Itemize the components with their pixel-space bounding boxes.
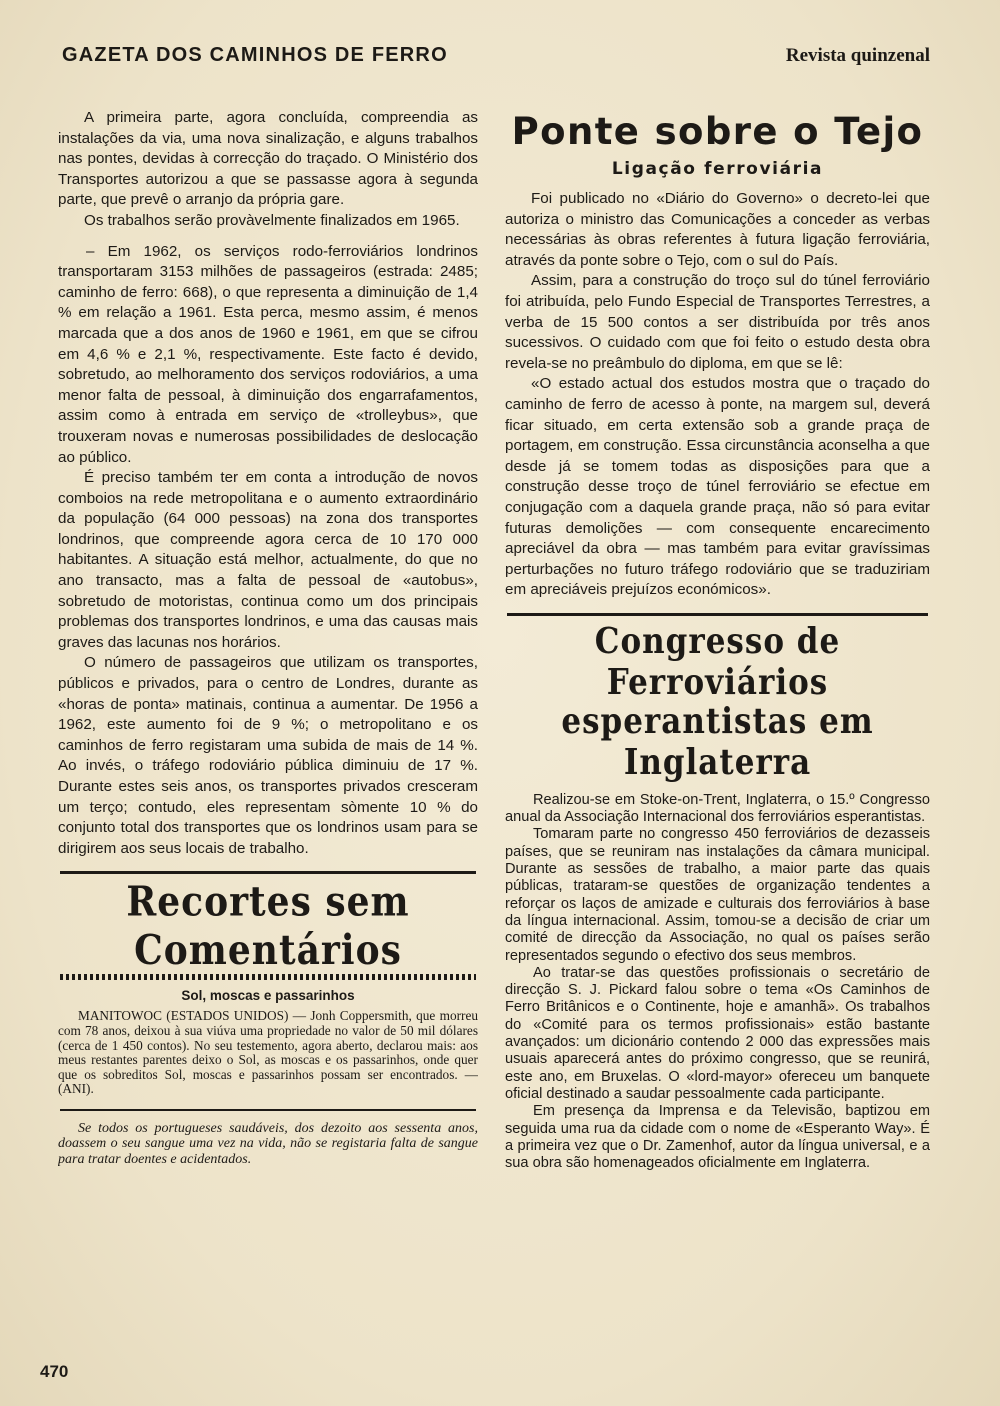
congresso-title-line1: Congresso de Ferroviários	[594, 620, 841, 704]
blood-donation-note	[58, 1121, 478, 1167]
article-paragraph: Realizou-se em Stoke-on-Trent, Inglaterra, o 15.º Congresso anual da Associação Internacional dos ferroviários esperantistas.	[505, 791, 930, 826]
article-paragraph: É preciso também ter em conta a introdução de novos comboios na rede metropolitana e o aumento extraordinário da população (64 000 pessoas) na zona dos transportes londrinos, que compreende agora cerca de 10 170 000 habitantes. A situação está melhor, actualmente, do que no ano transacto, mas a falta de pessoal de «autobus», sobretudo de motoristas, continua como um dos principais problemas dos transportes londrinos, e uma das causas mais graves das lacunas nos horários.	[58, 469, 478, 651]
right-column	[505, 108, 930, 1338]
article-paragraph: – Em 1962, os serviços rodo-ferroviários londrinos transportaram 3153 milhões de passageiros (estrada: 2485; caminho de ferro: 668), o que representa a diminuição de 1,4 % em relação a 1961. Esta perca, mesmo assim, é menos marcada que a dos anos de 1960 e 1961, em que se cifrou em 4,6 % e 2,1 %, respectivamente. Este facto é devido, sobretudo, ao melhoramento dos serviços rodoviários, a uma menor falta de pessoal, à diminuição dos engarrafamentos, assim como à entrada em serviço de «trolleybus», que trouxeram novas e numerosas possibilidades de deslocação ao público.	[58, 242, 478, 466]
article-paragraph: Em presença da Imprensa e da Televisão, baptizou em seguida uma rua da cidade com o nome de «Esperanto Way». É a primeira vez que o Dr. Zamenhof, autor da língua universal, e a sua obra são homenageados oficialmente em Inglaterra.	[505, 1103, 930, 1172]
page-number: 470	[40, 1362, 69, 1381]
ponte-article	[505, 110, 930, 601]
congresso-title-line2: esperantistas em Inglaterra	[561, 700, 874, 784]
recortes-paragraph: MANITOWOC (ESTADOS UNIDOS) — Jonh Coppersmith, que morreu com 78 anos, deixou à sua viúva uma propriedade no valor de 50 mil dólares (cerca de 1 450 contos). No seu testemento, agora aberto, declarou mais: aos meus restantes parentes deixo o Sol, as moscas e os passarinhos, onde quer que os sobreditos Sol, moscas e passarinhos possam ser encontrados. — (ANI).	[58, 1008, 478, 1097]
article-paragraph: «O estado actual dos estudos mostra que o traçado do caminho de ferro de acesso à ponte, na margem sul, deverá ficar situado, em certa extensão sob a grande praça de portagem, em construção. Essa circunstância aconselha a que desde já se tomem todas as disposições para que a construção desse troço de túnel ferroviário se efectue em conjugação com a daquela grande praça, não só para evitar futuras demolições — com consequente encarecimento apreciável da obra — mas também para evitar gravíssimas perturbações no futuro tráfego rodoviário que se traduziriam em apreciáveis prejuízos económicos».	[505, 375, 930, 599]
section-divider	[507, 613, 928, 616]
recortes-section	[58, 878, 478, 1167]
article-paragraph: Ao tratar-se das questões profissionais o secretário de direcção S. J. Pickard falou sobre o tema «Os Caminhos de Ferro Britânicos e o Continente, hoje e amanhã». Os trabalhos do «Comité para os termos profissionais» estão bastante avançados: um dicionário contendo 2 000 das expressões mais usuais aparecerá antes do próximo congresso, que se reunirá, este ano, em Bruxelas. O «lord-mayor» ofereceu um banquete oficial destinado a saudar pessoalmente cada participante.	[505, 964, 930, 1102]
article-paragraph: Os trabalhos serão provàvelmente finalizados em 1965.	[84, 211, 460, 229]
article-paragraph: A primeira parte, agora concluída, compreendia as instalações da via, uma nova sinalização, e alguns trabalhos nas pontes, devidas à correcção do traçado. O Ministério dos Transportes autorizou a que se passasse agora à segunda parte, que prevê o arranjo da própria gare.	[58, 109, 478, 209]
section-divider	[60, 1109, 476, 1111]
ponte-body	[505, 189, 930, 601]
left-column	[58, 108, 478, 1358]
periodicity-label: Revista quinzenal	[785, 45, 930, 66]
article-paragraph: Tomaram parte no congresso 450 ferroviários de dezasseis países, que se reuniram nas instalações da câmara municipal. Durante as sessões de trabalho, a maior parte das quais públicas, trataram-se questões de organização tendentes a reforçar os laços de amizade e culturais dos ferroviários à base da língua internacional. Assim, tomou-se a decisão de criar um comité de direcção da Associação, no qual os países serão representados segundo o efectivo dos seus membros.	[505, 826, 930, 964]
london-transport-article	[58, 108, 478, 859]
recortes-subtitle: Sol, moscas e passarinhos	[181, 988, 355, 1004]
congresso-body	[505, 792, 930, 1173]
ornamental-rule	[60, 974, 476, 980]
italic-paragraph: Se todos os portugueses saudáveis, dos dezoito aos sessenta anos, doassem o seu sangue uma vez na vida, não se registaria falta de sangue para tratar doentes e acidentados.	[58, 1120, 478, 1167]
ponte-title: Ponte sobre o Tejo	[511, 110, 924, 153]
recortes-title: Recortes sem Comentários	[126, 878, 410, 975]
recortes-text	[58, 1009, 478, 1097]
article-paragraph: Assim, para a construção do troço sul do túnel ferroviário foi atribuída, pelo Fundo Especial de Transportes Terrestres, a verba de 15 500 contos a ser distribuída por três anos sucessivos. O cuidado com que foi feito o estudo desta obra revela-se no preâmbulo do diploma, em que se lê:	[505, 272, 930, 372]
journal-title: GAZETA DOS CAMINHOS DE FERRO	[62, 44, 448, 66]
section-divider	[60, 871, 476, 874]
article-paragraph: O número de passageiros que utilizam os transportes, públicos e privados, para o centro de Londres, durante as «horas de ponta» matinais, continua a aumentar. De 1956 a 1962, este aumento foi de 9 %; o metropolitano e os caminhos de ferro registaram uma subida de mais de 14 %. Ao invés, o tráfego rodoviário pública diminuiu de 17 %. Durante estes seis anos, os transportes privados cresceram um terço; contudo, eles representam sòmente 10 % do conjunto total dos transportes que os londrinos usam para se dirigirem aos seus locais de trabalho.	[58, 654, 478, 857]
congresso-article	[505, 620, 930, 1173]
ponte-subtitle: Ligação ferroviária	[611, 159, 824, 179]
article-paragraph: Foi publicado no «Diário do Governo» o decreto-lei que autoriza o ministro das Comunicações a conceder as verbas necessárias às obras referentes à futura ligação ferroviária, através da ponte sobre o Tejo, com o sul do País.	[505, 190, 930, 269]
running-header	[62, 44, 930, 74]
